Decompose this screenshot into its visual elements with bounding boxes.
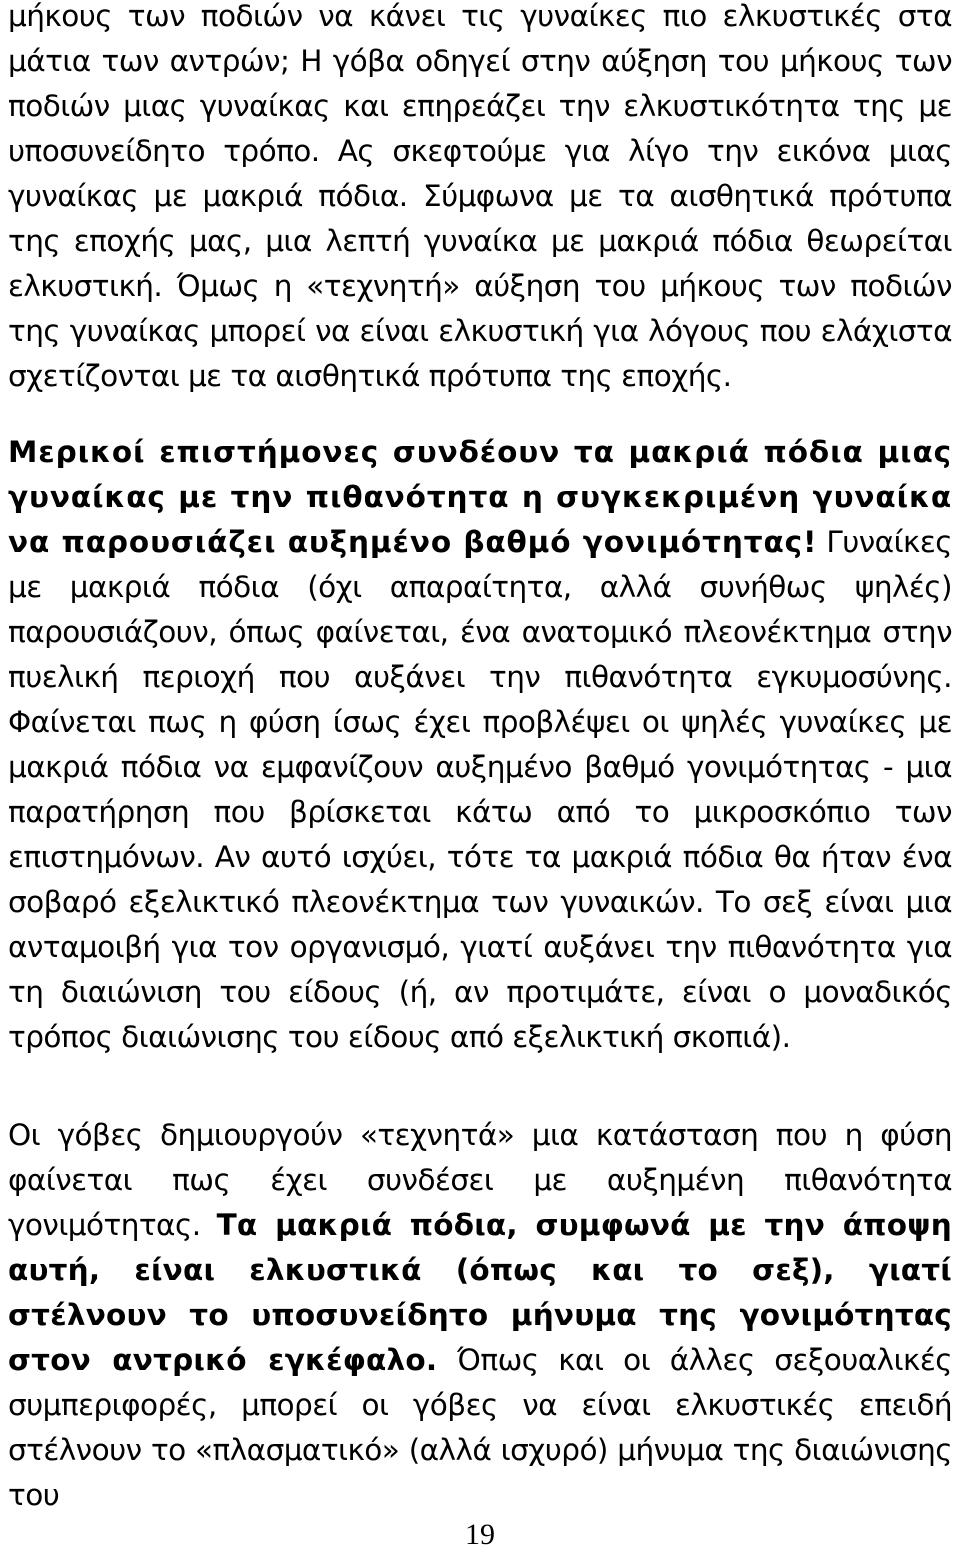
paragraph-3-text-start: Οι γόβες δημιουργούν «τεχνητά» μια κατάσταση που η φύση φαίνεται πως έχει συνδέσει με αυξημένη πιθανότητα γονιμότητας.: [8, 1118, 952, 1242]
paragraph-1: [8, 0, 952, 399]
paragraph-3: [8, 1113, 952, 1518]
page-number: 19: [465, 1518, 495, 1551]
paragraph-2-bold-lead: Μερικοί επιστήμονες συνδέουν τα μακριά πόδια μιας γυναίκας με την πιθανότητα η συγκεκριμένη γυναίκα να παρουσιάζει αυξημένο βαθμό γονιμότητας!: [8, 435, 952, 559]
paragraph-1-text: μήκους των ποδιών να κάνει τις γυναίκες πιο ελκυστικές στα μάτια των αντρών; Η γόβα οδηγεί στην αύξηση του μήκους των ποδιών μιας γυναίκας και επηρεάζει την ελκυστικότητα της με υποσυνείδητο τρόπο. Ας σκεφτούμε για λίγο την εικόνα μιας γυναίκας με μακριά πόδια. Σύμφωνα με τα αισθητικά πρότυπα της εποχής μας, μια λεπτή γυναίκα με μακριά πόδια θεωρείται ελκυστική. Όμως η «τεχνητή» αύξηση του μήκους των ποδιών της γυναίκας μπορεί να είναι ελκυστική για λόγους που ελάχιστα σχετίζονται με τα αισθητικά πρότυπα της εποχής.: [8, 0, 952, 393]
paragraph-2: [8, 430, 952, 1060]
paragraph-3-bold-statement: Τα μακριά πόδια, συμφωνά με την άποψη αυτή, είναι ελκυστικά (όπως και το σεξ), γιατί στέλνουν το υποσυνείδητο μήνυμα της γονιμότητας στον αντρικό εγκέφαλο.: [8, 1208, 952, 1377]
paragraph-2-text: Γυναίκες με μακριά πόδια (όχι απαραίτητα, αλλά συνήθως ψηλές) παρουσιάζουν, όπως φαίνεται, ένα ανατομικό πλεονέκτημα στην πυελική περιοχή που αυξάνει την πιθανότητα εγκυμοσύνης. Φαίνεται πως η φύση ίσως έχει προβλέψει οι ψηλές γυναίκες με μακριά πόδια να εμφανίζουν αυξημένο βαθμό γονιμότητας - μια παρατήρηση που βρίσκεται κάτω από το μικροσκόπιο των επιστημόνων. Αν αυτό ισχύει, τότε τα μακριά πόδια θα ήταν ένα σοβαρό εξελικτικό πλεονέκτημα των γυναικών. Το σεξ είναι μια ανταμοιβή για τον οργανισμό, γιατί αυξάνει την πιθανότητα για τη διαιώνιση του είδους (ή, αν προτιμάτε, είναι ο μοναδικός τρόπος διαιώνισης του είδους από εξελικτική σκοπιά).: [8, 525, 952, 1054]
paragraph-3-text-end: Όπως και οι άλλες σεξουαλικές συμπεριφορές, μπορεί οι γόβες να είναι ελκυστικές επειδή στέλνουν το «πλασματικό» (αλλά ισχυρό) μήνυμα της διαιώνισης του: [8, 1343, 952, 1512]
